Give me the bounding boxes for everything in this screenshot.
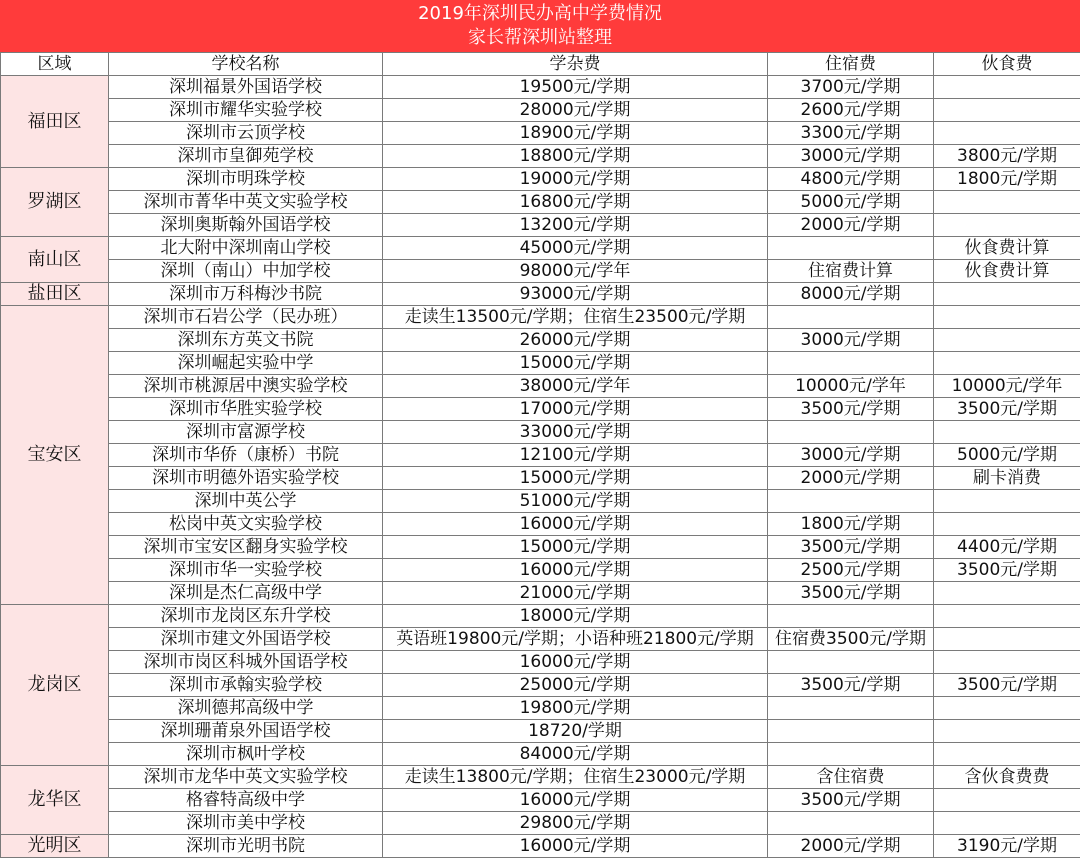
school-name-cell: 深圳市桃源居中澳实验学校: [109, 375, 383, 398]
school-name-cell: 深圳市华侨（康桥）书院: [109, 444, 383, 467]
boarding-fee-cell: 8000元/学期: [768, 283, 934, 306]
table-row: [1, 260, 1080, 283]
misc-fee-cell: 38000元/学年: [383, 375, 768, 398]
food-fee-cell: [934, 283, 1080, 306]
school-name-cell: 深圳市皇御苑学校: [109, 145, 383, 168]
misc-fee-cell: 19500元/学期: [383, 76, 768, 99]
food-fee-cell: [934, 191, 1080, 214]
school-name-cell: 深圳市龙岗区东升学校: [109, 605, 383, 628]
table-row: [1, 145, 1080, 168]
table-row: [1, 651, 1080, 674]
region-cell: 盐田区: [1, 283, 109, 306]
table-row: [1, 743, 1080, 766]
school-name-cell: 深圳中英公学: [109, 490, 383, 513]
misc-fee-cell: 21000元/学期: [383, 582, 768, 605]
school-name-cell: 深圳市宝安区翻身实验学校: [109, 536, 383, 559]
school-name-cell: 深圳福景外国语学校: [109, 76, 383, 99]
school-name-cell: 深圳市承翰实验学校: [109, 674, 383, 697]
school-name-cell: 深圳崛起实验中学: [109, 352, 383, 375]
food-fee-cell: [934, 214, 1080, 237]
misc-fee-cell: 17000元/学期: [383, 398, 768, 421]
fee-table-body: [1, 76, 1080, 858]
school-name-cell: 深圳市万科梅沙书院: [109, 283, 383, 306]
school-name-cell: 深圳市华胜实验学校: [109, 398, 383, 421]
header-school: 学校名称: [109, 53, 383, 76]
table-row: [1, 812, 1080, 835]
misc-fee-cell: 18900元/学期: [383, 122, 768, 145]
misc-fee-cell: 26000元/学期: [383, 329, 768, 352]
table-row: [1, 421, 1080, 444]
misc-fee-cell: 19800元/学期: [383, 697, 768, 720]
region-cell: 光明区: [1, 835, 109, 858]
boarding-fee-cell: [768, 697, 934, 720]
table-row: [1, 674, 1080, 697]
food-fee-cell: [934, 76, 1080, 99]
boarding-fee-cell: 3500元/学期: [768, 674, 934, 697]
misc-fee-cell: 16000元/学期: [383, 789, 768, 812]
misc-fee-cell: 走读生13500元/学期；住宿生23500元/学期: [383, 306, 768, 329]
misc-fee-cell: 18800元/学期: [383, 145, 768, 168]
boarding-fee-cell: 5000元/学期: [768, 191, 934, 214]
table-row: [1, 444, 1080, 467]
food-fee-cell: [934, 306, 1080, 329]
boarding-fee-cell: [768, 812, 934, 835]
table-row: [1, 720, 1080, 743]
boarding-fee-cell: 2000元/学期: [768, 835, 934, 858]
school-name-cell: 深圳奥斯翰外国语学校: [109, 214, 383, 237]
boarding-fee-cell: [768, 237, 934, 260]
food-fee-cell: [934, 99, 1080, 122]
misc-fee-cell: 13200元/学期: [383, 214, 768, 237]
boarding-fee-cell: 住宿费3500元/学期: [768, 628, 934, 651]
misc-fee-cell: 15000元/学期: [383, 467, 768, 490]
table-row: [1, 697, 1080, 720]
table-row: [1, 76, 1080, 99]
food-fee-cell: [934, 122, 1080, 145]
fee-table: [0, 52, 1080, 858]
region-cell: 龙华区: [1, 766, 109, 835]
food-fee-cell: 4400元/学期: [934, 536, 1080, 559]
table-row: [1, 628, 1080, 651]
school-name-cell: 深圳（南山）中加学校: [109, 260, 383, 283]
food-fee-cell: [934, 743, 1080, 766]
food-fee-cell: 1800元/学期: [934, 168, 1080, 191]
header-row: [1, 53, 1080, 76]
food-fee-cell: 3500元/学期: [934, 674, 1080, 697]
food-fee-cell: 3500元/学期: [934, 398, 1080, 421]
table-row: [1, 467, 1080, 490]
school-name-cell: 深圳市菁华中英文实验学校: [109, 191, 383, 214]
misc-fee-cell: 16000元/学期: [383, 513, 768, 536]
boarding-fee-cell: [768, 720, 934, 743]
boarding-fee-cell: 3000元/学期: [768, 444, 934, 467]
table-row: [1, 835, 1080, 858]
boarding-fee-cell: [768, 490, 934, 513]
boarding-fee-cell: 2000元/学期: [768, 467, 934, 490]
region-cell: 宝安区: [1, 306, 109, 605]
food-fee-cell: 3800元/学期: [934, 145, 1080, 168]
school-name-cell: 深圳市明珠学校: [109, 168, 383, 191]
misc-fee-cell: 45000元/学期: [383, 237, 768, 260]
misc-fee-cell: 28000元/学期: [383, 99, 768, 122]
food-fee-cell: [934, 513, 1080, 536]
misc-fee-cell: 15000元/学期: [383, 536, 768, 559]
food-fee-cell: 伙食费计算: [934, 237, 1080, 260]
boarding-fee-cell: [768, 352, 934, 375]
misc-fee-cell: 15000元/学期: [383, 352, 768, 375]
misc-fee-cell: 25000元/学期: [383, 674, 768, 697]
boarding-fee-cell: 3000元/学期: [768, 329, 934, 352]
table-row: [1, 237, 1080, 260]
food-fee-cell: [934, 628, 1080, 651]
table-row: [1, 329, 1080, 352]
misc-fee-cell: 16800元/学期: [383, 191, 768, 214]
misc-fee-cell: 16000元/学期: [383, 651, 768, 674]
school-name-cell: 松岗中英文实验学校: [109, 513, 383, 536]
school-name-cell: 深圳市龙华中英文实验学校: [109, 766, 383, 789]
misc-fee-cell: 98000元/学年: [383, 260, 768, 283]
region-cell: 福田区: [1, 76, 109, 168]
school-name-cell: 深圳市明德外语实验学校: [109, 467, 383, 490]
table-row: [1, 766, 1080, 789]
school-name-cell: 深圳市华一实验学校: [109, 559, 383, 582]
school-name-cell: 北大附中深圳南山学校: [109, 237, 383, 260]
region-cell: 南山区: [1, 237, 109, 283]
boarding-fee-cell: 2000元/学期: [768, 214, 934, 237]
misc-fee-cell: 16000元/学期: [383, 559, 768, 582]
table-row: [1, 536, 1080, 559]
school-name-cell: 深圳市耀华实验学校: [109, 99, 383, 122]
food-fee-cell: 含伙食费费: [934, 766, 1080, 789]
school-name-cell: 深圳是杰仁高级中学: [109, 582, 383, 605]
boarding-fee-cell: 3500元/学期: [768, 536, 934, 559]
school-name-cell: 深圳东方英文书院: [109, 329, 383, 352]
header-boarding-fee: 住宿费: [768, 53, 934, 76]
school-name-cell: 深圳市建文外国语学校: [109, 628, 383, 651]
food-fee-cell: 刷卡消费: [934, 467, 1080, 490]
food-fee-cell: 3190元/学期: [934, 835, 1080, 858]
school-name-cell: 深圳德邦高级中学: [109, 697, 383, 720]
boarding-fee-cell: [768, 421, 934, 444]
region-cell: 罗湖区: [1, 168, 109, 237]
table-row: [1, 352, 1080, 375]
school-name-cell: 深圳市枫叶学校: [109, 743, 383, 766]
food-fee-cell: [934, 789, 1080, 812]
misc-fee-cell: 93000元/学期: [383, 283, 768, 306]
boarding-fee-cell: 3000元/学期: [768, 145, 934, 168]
food-fee-cell: [934, 605, 1080, 628]
boarding-fee-cell: 2600元/学期: [768, 99, 934, 122]
misc-fee-cell: 51000元/学期: [383, 490, 768, 513]
boarding-fee-cell: 1800元/学期: [768, 513, 934, 536]
boarding-fee-cell: 3300元/学期: [768, 122, 934, 145]
food-fee-cell: 10000元/学年: [934, 375, 1080, 398]
table-row: [1, 605, 1080, 628]
table-subtitle: 家长帮深圳站整理: [468, 27, 612, 48]
school-name-cell: 深圳市岗区科城外国语学校: [109, 651, 383, 674]
misc-fee-cell: 18000元/学期: [383, 605, 768, 628]
boarding-fee-cell: 3500元/学期: [768, 789, 934, 812]
boarding-fee-cell: 10000元/学年: [768, 375, 934, 398]
table-row: [1, 168, 1080, 191]
table-row: [1, 513, 1080, 536]
misc-fee-cell: 走读生13800元/学期；住宿生23000元/学期: [383, 766, 768, 789]
food-fee-cell: 5000元/学期: [934, 444, 1080, 467]
misc-fee-cell: 33000元/学期: [383, 421, 768, 444]
food-fee-cell: [934, 582, 1080, 605]
school-name-cell: 深圳市光明书院: [109, 835, 383, 858]
food-fee-cell: 3500元/学期: [934, 559, 1080, 582]
food-fee-cell: [934, 720, 1080, 743]
table-row: [1, 398, 1080, 421]
boarding-fee-cell: 4800元/学期: [768, 168, 934, 191]
table-row: [1, 283, 1080, 306]
food-fee-cell: [934, 329, 1080, 352]
table-title: 2019年深圳民办高中学费情况: [418, 3, 662, 24]
food-fee-cell: [934, 812, 1080, 835]
misc-fee-cell: 19000元/学期: [383, 168, 768, 191]
header-region: 区域: [1, 53, 109, 76]
misc-fee-cell: 18720/学期: [383, 720, 768, 743]
boarding-fee-cell: 3500元/学期: [768, 398, 934, 421]
table-row: [1, 99, 1080, 122]
boarding-fee-cell: [768, 651, 934, 674]
misc-fee-cell: 29800元/学期: [383, 812, 768, 835]
school-name-cell: 深圳市石岩公学（民办班）: [109, 306, 383, 329]
misc-fee-cell: 英语班19800元/学期；小语种班21800元/学期: [383, 628, 768, 651]
table-row: [1, 582, 1080, 605]
table-row: [1, 375, 1080, 398]
boarding-fee-cell: [768, 306, 934, 329]
school-name-cell: 格睿特高级中学: [109, 789, 383, 812]
boarding-fee-cell: 住宿费计算: [768, 260, 934, 283]
school-name-cell: 深圳市云顶学校: [109, 122, 383, 145]
food-fee-cell: 伙食费计算: [934, 260, 1080, 283]
boarding-fee-cell: [768, 743, 934, 766]
boarding-fee-cell: [768, 605, 934, 628]
boarding-fee-cell: 3500元/学期: [768, 582, 934, 605]
table-row: [1, 559, 1080, 582]
boarding-fee-cell: 含住宿费: [768, 766, 934, 789]
table-row: [1, 191, 1080, 214]
food-fee-cell: [934, 697, 1080, 720]
food-fee-cell: [934, 651, 1080, 674]
table-row: [1, 490, 1080, 513]
table-row: [1, 306, 1080, 329]
misc-fee-cell: 16000元/学期: [383, 835, 768, 858]
food-fee-cell: [934, 490, 1080, 513]
region-cell: 龙岗区: [1, 605, 109, 766]
table-row: [1, 789, 1080, 812]
boarding-fee-cell: 2500元/学期: [768, 559, 934, 582]
title-banner: [0, 0, 1080, 52]
food-fee-cell: [934, 352, 1080, 375]
school-name-cell: 深圳市美中学校: [109, 812, 383, 835]
table-row: [1, 122, 1080, 145]
header-misc-fee: 学杂费: [383, 53, 768, 76]
header-food-fee: 伙食费: [934, 53, 1080, 76]
school-name-cell: 深圳珊莆泉外国语学校: [109, 720, 383, 743]
boarding-fee-cell: 3700元/学期: [768, 76, 934, 99]
misc-fee-cell: 12100元/学期: [383, 444, 768, 467]
table-row: [1, 214, 1080, 237]
school-name-cell: 深圳市富源学校: [109, 421, 383, 444]
food-fee-cell: [934, 421, 1080, 444]
misc-fee-cell: 84000元/学期: [383, 743, 768, 766]
